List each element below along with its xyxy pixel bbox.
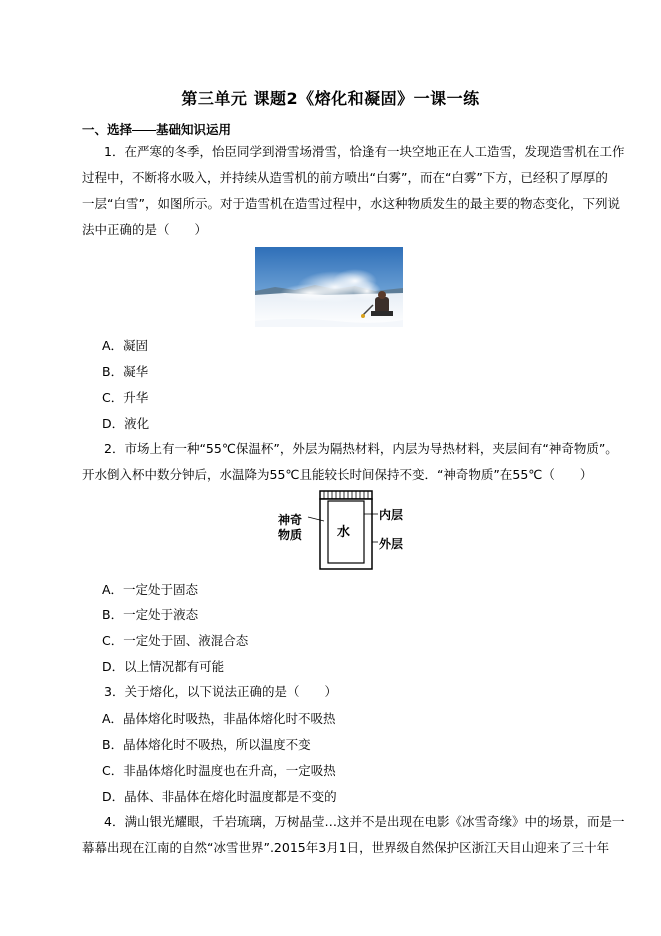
- diagram-label-outer-layer: 外层: [379, 537, 404, 551]
- q2-line-2: 开水倒入杯中数分钟后，水温降为55℃且能较长时间保持不变．“神奇物质”在55℃（ ）: [82, 467, 593, 482]
- section-heading: [82, 120, 231, 138]
- q4-line-2: 幕幕出现在江南的自然“冰雪世界”.2015年3月1日，世界级自然保护区浙江天目山迎来了三十年: [82, 840, 610, 855]
- q3-option-c: C．非晶体熔化时温度也在升高，一定吸热: [102, 763, 336, 778]
- q1-line-2: 过程中，不断将水吸入，并持续从造雪机的前方喷出“白雾”，而在“白雾”下方，已经积了厚厚的: [82, 170, 608, 185]
- q3-option-b: B．晶体熔化时不吸热，所以温度不变: [102, 737, 311, 752]
- q3-option-d: D．晶体、非晶体在熔化时温度都是不变的: [102, 789, 337, 804]
- q2-option-a: A．一定处于固态: [102, 582, 199, 597]
- q4-line-1: 4．满山银光耀眼，千岩琉璃，万树晶莹…这并不是出现在电影《冰雪奇缘》中的场景，而是一: [104, 814, 625, 829]
- q3-option-a: A．晶体熔化时吸热，非晶体熔化时不吸热: [102, 711, 336, 726]
- q2-option-c: C．一定处于固、液混合态: [102, 633, 249, 648]
- diagram-label-magic-material: [278, 513, 302, 543]
- snow-machine-photo: [255, 247, 403, 327]
- page-title: 第三单元 课题2《熔化和凝固》一课一练: [181, 89, 480, 108]
- section-prefix: 一、选择: [82, 122, 133, 137]
- q2-option-d: D．以上情况都有可能: [102, 659, 225, 674]
- q1-option-a: A．凝固: [102, 338, 149, 353]
- q1-option-b: B．凝华: [102, 364, 149, 379]
- q1-option-c: C．升华: [102, 390, 149, 405]
- q2-line-1: 2．市场上有一种“55℃保温杯”，外层为隔热材料，内层为导热材料，夹层间有“神奇物质”。: [104, 441, 618, 456]
- q1-line-4: 法中正确的是（ ）: [82, 222, 208, 237]
- q2-option-b: B．一定处于液态: [102, 607, 199, 622]
- q1-line-3: 一层“白雪”，如图所示。对于造雪机在造雪过程中，水这种物质发生的最主要的物态变化，下列说: [82, 196, 620, 211]
- q1-line-1: 1．在严寒的冬季，怡臣同学到滑雪场滑雪，恰逢有一块空地正在人工造雪，发现造雪机在工作: [104, 144, 625, 159]
- diagram-label-water: 水: [337, 525, 351, 540]
- diagram-label-inner-layer: 内层: [379, 508, 404, 522]
- q3-stem: 3．关于熔化，以下说法正确的是（ ）: [104, 684, 337, 699]
- diagram-label-magic-1: 神奇: [278, 513, 303, 527]
- q1-option-d: D．液化: [102, 416, 150, 431]
- diagram-label-magic-2: 物质: [278, 528, 303, 542]
- thermos-cup-diagram: [278, 487, 418, 571]
- section-suffix: 基础知识运用: [156, 122, 232, 137]
- section-blank: [132, 130, 156, 131]
